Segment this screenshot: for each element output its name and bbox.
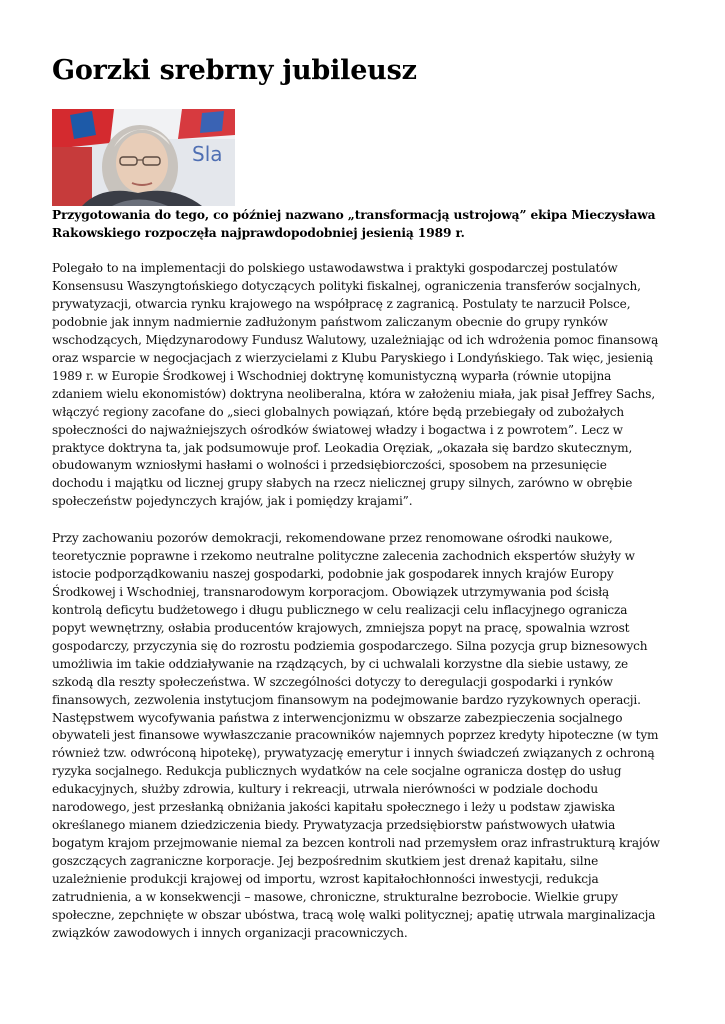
text-line: finansowych, zezwolenia instytucjom finansowym na podejmowanie bardzo ryzykownych operacji. [52,692,641,707]
text-line: obywateli jest finansowe wywłaszczanie pracowników najemnych poprzez kredyty hipoteczne (w tym [52,728,659,743]
article-title: Gorzki srebrny jubileusz [52,55,417,86]
text-line: bogatym krajom przejmowanie niemal za bezcen kontroli nad przemysłem oraz infrastrukturą krajów [52,836,660,851]
text-line: wschodzących, Międzynarodowy Fundusz Walutowy, uzależniając od ich wdrożenia pomoc finansową [52,332,659,347]
paragraph-1 [52,260,677,511]
text-line: podobnie jak innym nadmiernie zadłużonym państwom zaliczanym obecnie do grupy rynków [52,314,608,329]
text-line: goszczących zagraniczne korporacje. Jej bezpośrednim skutkiem jest drenaż kapitału, silne [52,854,599,869]
article-photo [52,109,235,206]
text-line: prywatyzacji, otwarcia rynku krajowego na współpracę z zagranicą. Postulaty te narzucił Polsce, [52,296,631,311]
text-line: oraz wsparcie w negocjacjach z wierzycielami z Klubu Paryskiego i Londyńskiego. Tak więc, jesienią [52,350,654,365]
text-line: Środkowej i Wschodniej, transnarodowym korporacjom. Obowiązek utrzymywania pod ścisłą [52,584,610,599]
text-line: związków zawodowych i innych organizacji pracowniczych. [52,925,408,940]
text-line: Następstwem wycofywania państwa z interwencjonizmu w obszarze zabezpieczenia socjalnego [52,710,623,725]
text-line: społeczności do najważniejszych ośrodków światowej władzy i bogactwa i z powrotem”. Lecz w [52,422,623,437]
text-line: Polegało to na implementacji do polskiego ustawodawstwa i praktyki gospodarczej postulatów [52,261,618,275]
text-line: gospodarczy, przyczynia się do rozrostu podziemia gospodarczego. Silna pozycja grup biznesowych [52,638,648,653]
text-line: włączyć regiony zacofane do „sieci globalnych powiązań, które będą przebiegały od zubożałych [52,404,625,419]
text-line: zdaniem wielu ekonomistów) doktryna neoliberalna, która w założeniu miała, jak pisał Jeffrey Sachs, [52,386,656,401]
text-line: obudowanym wzniosłymi hasłami o wolności i przedsiębiorczości, sposobem na przesunięcie [52,458,607,473]
text-line: umożliwia im takie oddziaływanie na rządzących, by ci uchwalali korzystne dla siebie ustawy, ze [52,656,628,671]
text-line: kontrolą deficytu budżetowego i długu publicznego w celu realizacji celu inflacyjnego ogranicza [52,602,628,617]
text-line: społeczne, zepchnięte w obszar ubóstwa, tracą wolę walki politycznej; apatię utrwala marginalizacja [52,908,656,923]
text-line: społeczeństw pojedynczych krajów, jak i pomiędzy krajami”. [52,494,413,509]
text-line: Konsensusu Waszyngtońskiego dotyczących polityki fiskalnej, ograniczenia transferów socjalnych, [52,278,641,293]
text-line: teoretycznie poprawne i rzekomo neutralne polityczne zalecenia zachodnich ekspertów służyły w [52,548,635,563]
text-line: Przy zachowaniu pozorów demokracji, rekomendowane przez renomowane ośrodki naukowe, [52,531,613,545]
text-line: istocie podporządkowaniu naszej gospodarki, podobnie jak gospodarek innych krajów Europy [52,566,614,581]
text-line: uzależnienie produkcji krajowej od importu, wzrost kapitałochłonności inwestycji, redukcja [52,872,599,887]
paragraph-2 [52,530,677,943]
text-line: popyt wewnętrzny, osłabia producentów krajowych, zmniejsza popyt na pracę, spowalnia wzrost [52,620,630,635]
text-line: szkodą dla reszty społeczeństwa. W szczególności dotyczy to deregulacji gospodarki i rynków [52,674,613,689]
article-lead [52,207,677,242]
text-line: ryzyka socjalnego. Redukcja publicznych wydatków na cele socjalne ogranicza dostęp do usług [52,764,622,779]
text-line: również tzw. odwróconą hipotekę), prywatyzację emerytur i innych świadczeń związanych z ochroną [52,746,655,761]
svg-text:Sla: Sla [192,142,223,166]
text-line: 1989 r. w Europie Środkowej i Wschodniej doktrynę komunistyczną wyparła (równie utopijna [52,368,612,383]
text-line: praktyce doktryna ta, jak podsumowuje prof. Leokadia Oręziak, „okazała się bardzo skutecznym, [52,440,633,455]
text-line: określanego mianem dziedziczenia biedy. Prywatyzacja przedsiębiorstw państwowych ułatwia [52,818,616,833]
text-line: zatrudnienia, a w konsekwencji – masowe, chroniczne, strukturalne bezrobocie. Wielkie grupy [52,890,618,905]
text-line: edukacyjnych, służby zdrowia, kultury i rekreacji, utrwala nierówności w podziale dochodu [52,782,598,797]
text-line: narodowego, jest przesłanką obniżania jakości kapitału społecznego i leży u podstaw zjawiska [52,800,616,815]
lead-line: Rakowskiego rozpoczęła najprawdopodobniej jesienią 1989 r. [52,225,465,240]
lead-line: Przygotowania do tego, co później nazwano „transformacją ustrojową” ekipa Mieczysława [52,208,656,222]
text-line: dochodu i majątku od licznej grupy słabych na rzecz nielicznej grupy silnych, zarówno w obrębie [52,476,633,491]
